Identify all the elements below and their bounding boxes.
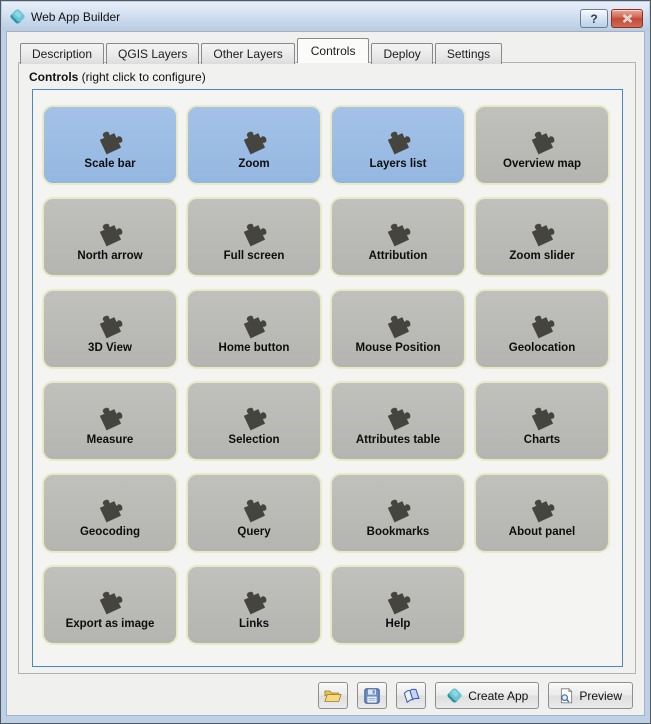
control-button-scale-bar[interactable] — [42, 105, 178, 185]
help-button-label: ? — [590, 11, 598, 26]
tab-qgis-layers[interactable] — [106, 43, 199, 64]
tab-label: QGIS Layers — [118, 47, 188, 61]
tab-label: Description — [32, 47, 93, 61]
section-label — [29, 70, 206, 84]
control-label: Measure — [86, 434, 134, 446]
control-button-north-arrow[interactable] — [42, 197, 178, 277]
control-button-query[interactable] — [186, 473, 322, 553]
control-label: Links — [238, 618, 270, 630]
section-hint: (right click to configure) — [78, 70, 206, 84]
control-label: Home button — [218, 342, 290, 354]
puzzle-icon — [380, 308, 416, 340]
app-diamond-icon — [9, 8, 26, 25]
control-label: About panel — [508, 526, 576, 538]
control-label: Layers list — [369, 158, 427, 170]
control-button-links[interactable] — [186, 565, 322, 645]
puzzle-icon — [236, 492, 272, 524]
puzzle-icon — [92, 308, 128, 340]
control-label: Charts — [523, 434, 561, 446]
puzzle-icon — [236, 124, 272, 156]
control-label: Query — [237, 526, 271, 538]
puzzle-icon — [380, 584, 416, 616]
control-button-bookmarks[interactable] — [330, 473, 466, 553]
docs-book-button[interactable] — [396, 682, 426, 709]
puzzle-icon — [524, 216, 560, 248]
control-button-geocoding[interactable] — [42, 473, 178, 553]
controls-grid — [33, 90, 622, 660]
tab-bar — [20, 42, 504, 63]
control-label: Zoom — [238, 158, 270, 170]
titlebar — [2, 2, 649, 31]
puzzle-icon — [524, 492, 560, 524]
puzzle-icon — [524, 400, 560, 432]
puzzle-icon — [236, 584, 272, 616]
help-button[interactable] — [580, 9, 608, 28]
control-label: Zoom slider — [509, 250, 575, 262]
control-label: Attribution — [368, 250, 428, 262]
dialog-client-area — [6, 31, 645, 716]
control-button-export-as-image[interactable] — [42, 565, 178, 645]
control-button-charts[interactable] — [474, 381, 610, 461]
create-app-label: Create App — [468, 688, 529, 703]
footer-toolbar — [318, 682, 633, 709]
open-project-button[interactable] — [318, 682, 348, 709]
control-label: Geocoding — [79, 526, 141, 538]
control-label: Help — [385, 618, 411, 630]
control-button-attributes-table[interactable] — [330, 381, 466, 461]
puzzle-icon — [92, 124, 128, 156]
save-icon — [364, 688, 380, 704]
tab-label: Controls — [310, 44, 356, 58]
tab-label: Settings — [446, 47, 491, 61]
control-button-zoom[interactable] — [186, 105, 322, 185]
control-label: 3D View — [88, 342, 132, 354]
puzzle-icon — [92, 584, 128, 616]
puzzle-icon — [92, 492, 128, 524]
tab-controls[interactable] — [297, 38, 370, 63]
puzzle-icon — [380, 492, 416, 524]
control-button-measure[interactable] — [42, 381, 178, 461]
tab-deploy[interactable] — [371, 43, 432, 64]
puzzle-icon — [380, 124, 416, 156]
folder-icon — [324, 688, 342, 703]
control-button-full-screen[interactable] — [186, 197, 322, 277]
control-label: Overview map — [503, 158, 581, 170]
tab-label: Other Layers — [213, 47, 283, 61]
control-button-mouse-position[interactable] — [330, 289, 466, 369]
puzzle-icon — [236, 400, 272, 432]
tab-other-layers[interactable] — [201, 43, 294, 64]
close-icon — [622, 14, 633, 23]
window-title: Web App Builder — [31, 9, 121, 24]
tab-description[interactable] — [20, 43, 104, 64]
control-button-attribution[interactable] — [330, 197, 466, 277]
puzzle-icon — [92, 400, 128, 432]
tab-settings[interactable] — [435, 43, 502, 64]
control-label: Export as image — [65, 618, 155, 630]
puzzle-icon — [380, 400, 416, 432]
puzzle-icon — [236, 216, 272, 248]
preview-label: Preview — [579, 688, 622, 703]
control-label: Geolocation — [508, 342, 576, 354]
puzzle-icon — [92, 216, 128, 248]
preview-button[interactable] — [548, 682, 633, 709]
control-label: Attributes table — [355, 434, 441, 446]
control-button-geolocation[interactable] — [474, 289, 610, 369]
tab-label: Deploy — [383, 47, 421, 61]
control-button-selection[interactable] — [186, 381, 322, 461]
control-button-layers-list[interactable] — [330, 105, 466, 185]
close-button[interactable] — [611, 9, 643, 28]
control-label: Selection — [228, 434, 280, 446]
control-button-home-button[interactable] — [186, 289, 322, 369]
controls-tab-pane — [18, 62, 636, 674]
control-label: North arrow — [77, 250, 143, 262]
save-button[interactable] — [357, 682, 387, 709]
puzzle-icon — [524, 124, 560, 156]
book-icon — [403, 687, 420, 704]
control-button-help[interactable] — [330, 565, 466, 645]
control-label: Bookmarks — [366, 526, 430, 538]
control-button-zoom-slider[interactable] — [474, 197, 610, 277]
control-label: Scale bar — [84, 158, 136, 170]
control-button-3d-view[interactable] — [42, 289, 178, 369]
control-label: Full screen — [223, 250, 285, 262]
controls-panel — [32, 89, 623, 667]
create-app-diamond-icon — [446, 687, 463, 704]
control-label: Mouse Position — [355, 342, 441, 354]
section-title: Controls — [29, 70, 79, 84]
create-app-button[interactable] — [435, 682, 539, 709]
puzzle-icon — [380, 216, 416, 248]
control-button-overview-map[interactable] — [474, 105, 610, 185]
preview-icon — [559, 688, 574, 704]
control-button-about-panel[interactable] — [474, 473, 610, 553]
puzzle-icon — [236, 308, 272, 340]
puzzle-icon — [524, 308, 560, 340]
